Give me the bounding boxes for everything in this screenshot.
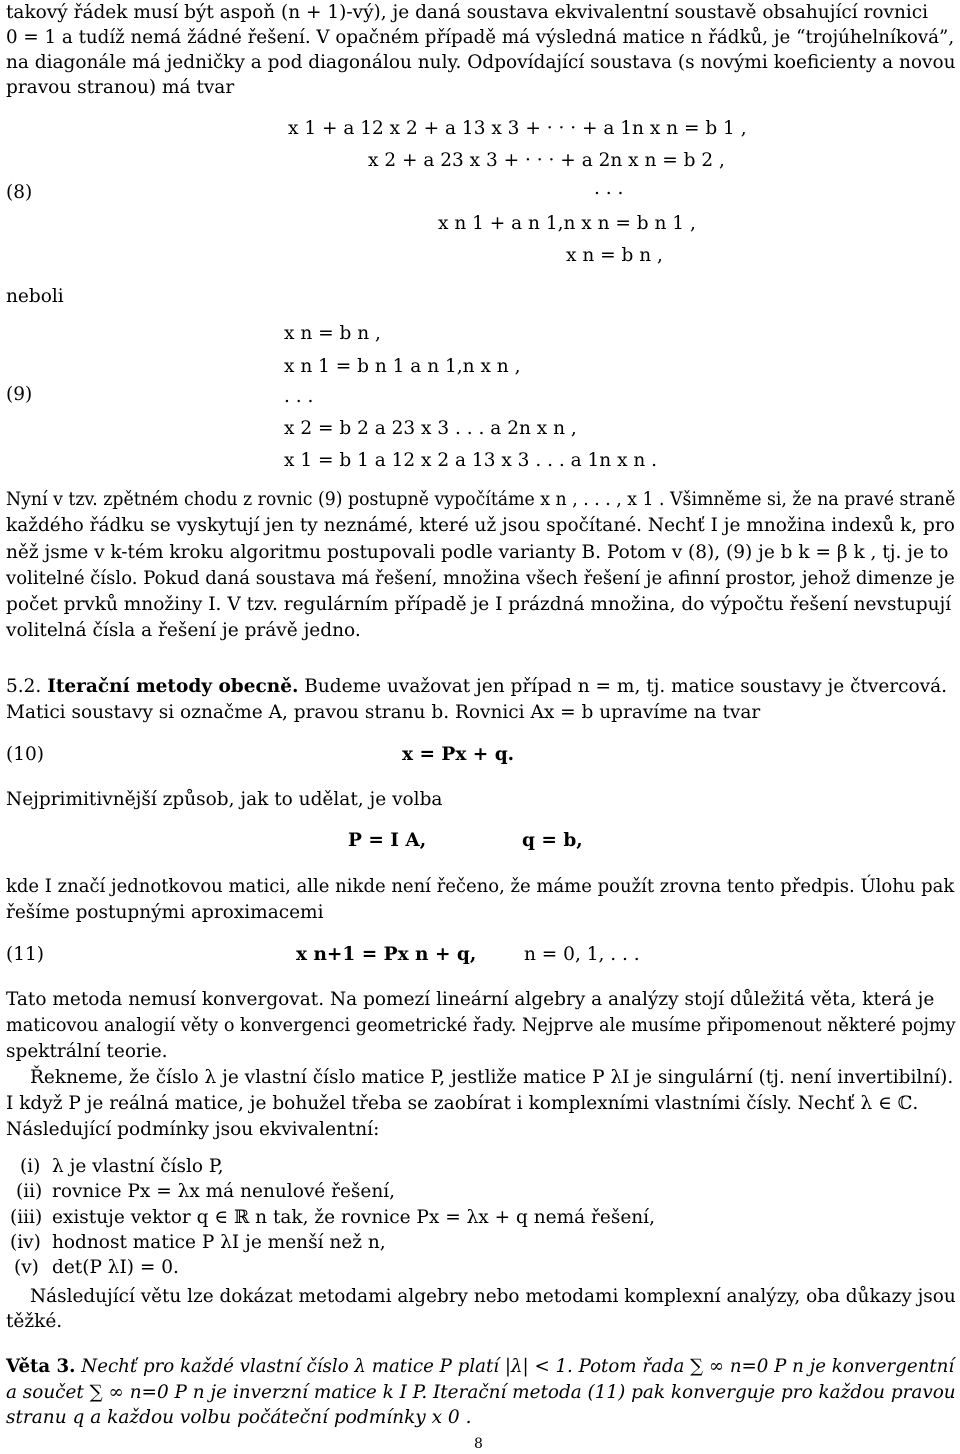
text-line: Matici soustavy si označme A, pravou stranu b. Rovnici Ax = b upravíme na tvar xyxy=(6,702,761,723)
text-line: něž jsme v k-tém kroku algoritmu postupovali podle varianty B. Potom v (8), (9) je b k = β k , tj. je to xyxy=(6,542,949,563)
text-line: 0 = 1 a tudíž nemá žádné řešení. V opačném případě má výsledná matice n řádků, je “trojúhelníková”, xyxy=(6,27,955,48)
equation-line: x 2 = b 2 a 23 x 3 . . . a 2n x n , xyxy=(284,418,577,439)
list-item-label: (v) xyxy=(14,1257,39,1278)
text-line: I když P je reálná matice, je bohužel třeba se zaobírat i komplexními vlastními čísly. Nechť λ ∈ ℂ. xyxy=(6,1093,919,1114)
equation-formula: x = Px + q. xyxy=(402,744,515,765)
equation-range: n = 0, 1, . . . xyxy=(524,944,640,965)
equation-line: x n 1 = b n 1 a n 1,n x n , xyxy=(284,356,521,377)
list-item-text: hodnost matice P λI je menší než n, xyxy=(52,1232,386,1253)
equation-formula: x n+1 = Px n + q, xyxy=(296,944,477,965)
text-line: řešíme postupnými aproximacemi xyxy=(6,902,324,923)
page-number: 8 xyxy=(474,1436,483,1452)
equation-dots: . . . xyxy=(284,386,314,407)
theorem-first-line xyxy=(6,1354,954,1379)
list-item-text: existuje vektor q ∈ ℝ n tak, že rovnice Px = λx + q nemá řešení, xyxy=(52,1207,655,1228)
text-line: Nyní v tzv. zpětném chodu z rovnic (9) postupně vypočítáme x n , . . . , x 1 . Všimněme si, že na pravé straně xyxy=(6,489,956,510)
section-number: 5.2. xyxy=(6,676,42,697)
text-line: Následující větu lze dokázat metodami algebry nebo metodami komplexní analýzy, oba důkazy jsou xyxy=(30,1286,956,1307)
list-item-label: (i) xyxy=(20,1156,41,1177)
text-line: maticovou analogií věty o konvergenci geometrické řady. Nejprve ale musíme připomenout některé pojmy xyxy=(6,1015,956,1036)
neboli-label: neboli xyxy=(6,286,64,307)
list-item-text: rovnice Px = λx má nenulové řešení, xyxy=(52,1181,396,1202)
section-heading-line xyxy=(6,674,947,699)
text-line: volitelná čísla a řešení je právě jedno. xyxy=(6,620,361,641)
equation-tag: (10) xyxy=(6,744,44,765)
text-line: na diagonále má jedničky a pod diagonálou nuly. Odpovídající soustava (s novými koeficienty a novou xyxy=(6,52,956,73)
text-line: každého řádku se vyskytují jen ty neznámé, které už jsou spočítané. Nechť I je množina indexů k, pro xyxy=(6,515,955,536)
section-title: Iterační metody obecně. xyxy=(47,676,299,697)
choice-left: P = I A, xyxy=(348,830,427,851)
text-line: počet prvků množiny I. V tzv. regulárním případě je I prázdná množina, do výpočtu řešení nevstupují xyxy=(6,594,952,615)
text-line: volitelné číslo. Pokud daná soustava má řešení, množina všech řešení je afinní prostor, jehož dimenze je xyxy=(6,568,955,589)
list-item-text: λ je vlastní číslo P, xyxy=(52,1156,224,1177)
section-text: Budeme uvažovat jen případ n = m, tj. matice soustavy je čtvercová. xyxy=(298,676,948,697)
equation-line: x n 1 + a n 1,n x n = b n 1 , xyxy=(438,213,696,234)
equation-tag: (8) xyxy=(6,182,33,203)
list-item-text: det(P λI) = 0. xyxy=(52,1257,179,1278)
text-line: pravou stranou) má tvar xyxy=(6,77,235,98)
theorem-line: a součet ∑ ∞ n=0 P n je inverzní matice k I P. Iterační metoda (11) pak konverguje pro každou pravou xyxy=(6,1382,956,1403)
text-line: Tato metoda nemusí konvergovat. Na pomezí lineární algebry a analýzy stojí důležitá věta, která je xyxy=(6,989,935,1010)
text-line: Nejprimitivnější způsob, jak to udělat, je volba xyxy=(6,789,443,810)
theorem-line: stranu q a každou volbu počáteční podmínky x 0 . xyxy=(6,1407,472,1428)
text-line: spektrální teorie. xyxy=(6,1041,168,1062)
list-item-label: (iv) xyxy=(10,1232,41,1253)
list-item-label: (iii) xyxy=(10,1207,43,1228)
text-line: těžké. xyxy=(6,1311,63,1332)
equation-line: x 2 + a 23 x 3 + · · · + a 2n x n = b 2 , xyxy=(368,150,725,171)
theorem-label: Věta 3. xyxy=(6,1356,76,1377)
equation-line: x 1 = b 1 a 12 x 2 a 13 x 3 . . . a 1n x n . xyxy=(284,450,658,471)
list-item-label: (ii) xyxy=(16,1181,43,1202)
equation-line: x 1 + a 12 x 2 + a 13 x 3 + · · · + a 1n x n = b 1 , xyxy=(288,118,747,139)
theorem-text: Nechť pro každé vlastní číslo λ matice P platí |λ| < 1. Potom řada ∑ ∞ n=0 P n je konvergentní xyxy=(81,1356,955,1377)
text-line: Řekneme, že číslo λ je vlastní číslo matice P, jestliže matice P λI je singulární (tj. není invertibilní). xyxy=(30,1067,954,1088)
text-line: Následující podmínky jsou ekvivalentní: xyxy=(6,1119,380,1140)
equation-line: x n = b n , xyxy=(566,245,663,266)
choice-right: q = b, xyxy=(522,830,583,851)
equation-dots: . . . xyxy=(594,178,624,199)
equation-tag: (9) xyxy=(6,384,33,405)
text-line: kde I značí jednotkovou matici, alle nikde není řečeno, že máme použít zrovna tento předpis. Úlohu pak xyxy=(6,876,955,897)
equation-tag: (11) xyxy=(6,944,44,965)
equation-line: x n = b n , xyxy=(284,323,381,344)
text-line: takový řádek musí být aspoň (n + 1)-vý), je daná soustava ekvivalentní soustavě obsahující rovnici xyxy=(6,2,929,23)
